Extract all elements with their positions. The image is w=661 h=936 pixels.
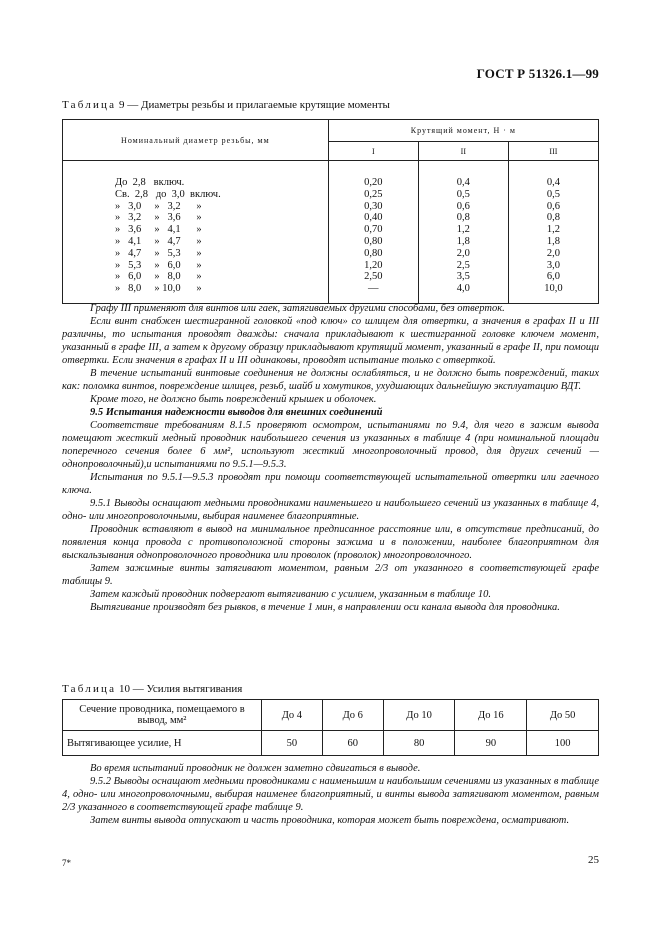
paragraph: Затем зажимные винты затягивают моментом, равным 2/3 от указанного в соответствующей графе таблицы 9. xyxy=(62,563,599,587)
table9-caption-text: 9 — Диаметры резьбы и прилагаемые крутящие моменты xyxy=(116,99,390,111)
torque-value: 0,6 xyxy=(546,200,560,212)
torque-value: 0,4 xyxy=(456,177,470,188)
diameter-column xyxy=(63,161,329,304)
subcol-2: II xyxy=(418,142,508,161)
torque-column-3 xyxy=(508,161,598,304)
force-cell: 90 xyxy=(455,731,527,756)
paragraph: Во время испытаний проводник не должен заметно сдвигаться в выводе. xyxy=(90,763,421,774)
torque-value: 6,0 xyxy=(546,271,560,283)
paragraph: Проводник вставляют в вывод на минимальное предписанное расстояние или, в отсутствие предписаний, до появления конца провода с противоположной стороны зажима и в положении, наиболее благоприятном для выскальзывания однопроволочного проводника или проволок (проволок) многопроволочного. xyxy=(62,524,599,561)
torque-value: 0,6 xyxy=(456,200,470,212)
table10-caption-word: Таблица xyxy=(62,683,117,695)
torque-value: 1,20 xyxy=(364,259,383,271)
col-header-diameter: Номинальный диаметр резьбы, мм xyxy=(63,120,329,161)
paragraph: 9.5.1 Выводы оснащают медными проводниками наименьшего и наибольшего сечений из указанных в таблице 4, одно- или многопроволочными, выбирая наименее благоприятные. xyxy=(62,498,599,522)
paragraph: 9.5.2 Выводы оснащают медными проводниками с наименьшим и наибольшим сечениями из указанных в таблице 4, одно- или многопроволочными, выбирая наименее благоприятный, и винты вывода затягивают моментом, равным 2/3 указанного в соответствующей графе таблице 9. xyxy=(62,776,599,813)
force-cell: 60 xyxy=(322,731,383,756)
table10-caption-text: 10 — Усилия вытягивания xyxy=(116,683,243,695)
page-number: 25 xyxy=(588,854,599,866)
torque-value: 2,5 xyxy=(456,259,470,271)
body-text-a xyxy=(62,302,599,614)
diameter-range: Св. 2,8 до 3,0 включ. xyxy=(115,188,221,200)
torque-value: 0,80 xyxy=(364,235,383,247)
torque-value: 1,2 xyxy=(456,224,470,236)
torque-value: 1,2 xyxy=(546,224,560,236)
diameter-range: » 6,0 » 8,0 » xyxy=(115,271,202,283)
diameter-range: » 3,6 » 4,1 » xyxy=(115,224,202,236)
section-cell: До 50 xyxy=(527,700,599,731)
torque-value: 3,5 xyxy=(456,271,470,283)
subcol-1: I xyxy=(328,142,418,161)
torque-value: 2,50 xyxy=(364,271,383,283)
torque-value: 0,25 xyxy=(364,188,383,200)
torque-value: 10,0 xyxy=(544,283,563,295)
diameter-range: » 3,0 » 3,2 » xyxy=(115,200,202,212)
diameter-range: » 4,7 » 5,3 » xyxy=(115,247,202,259)
force-cell: 80 xyxy=(383,731,455,756)
section-heading: 9.5 Испытания надежности выводов для внешних соединений xyxy=(90,407,383,418)
col-header-torque: Крутящий момент, Н · м xyxy=(328,120,598,142)
torque-value: — xyxy=(368,283,379,295)
table-thread-diameters xyxy=(62,119,599,304)
torque-value: 2,0 xyxy=(546,247,560,259)
torque-value: 0,40 xyxy=(364,212,383,224)
paragraph: Испытания по 9.5.1—9.5.3 проводят при помощи соответствующей испытательной отвертки или гаечного ключа. xyxy=(62,472,599,496)
torque-value: 0,20 xyxy=(364,177,383,188)
diameter-range: » 5,3 » 6,0 » xyxy=(115,259,202,271)
torque-column-2 xyxy=(418,161,508,304)
torque-value: 3,0 xyxy=(546,259,560,271)
section-cell: До 16 xyxy=(455,700,527,731)
torque-value: 0,5 xyxy=(546,188,560,200)
paragraph: Затем винты вывода отпускают и часть проводника, которая может быть повреждена, осматривают. xyxy=(90,815,570,826)
subcol-3: III xyxy=(508,142,598,161)
torque-value: 0,80 xyxy=(364,247,383,259)
torque-value: 0,8 xyxy=(546,212,560,224)
section-cell: До 10 xyxy=(383,700,455,731)
force-cell: 50 xyxy=(262,731,323,756)
paragraph: Если винт снабжен шестигранной головкой «под ключ» со шлицем для отвертки, а значения в графах II и III различны, то испытания проводят дважды: сначала прикладывают к шестигранной головке ключем момент, указанный в графе III, а затем к другому образцу прикладывают крутящий момент, указанный в графе II, при помощи отвертки. Если значения в графах II и III одинаковы, проводят испытание только с отверткой. xyxy=(62,316,599,366)
torque-value: 0,4 xyxy=(546,177,560,188)
diameter-range: До 2,8 включ. xyxy=(115,177,185,188)
table10-caption xyxy=(62,683,242,695)
diameter-range: » 4,1 » 4,7 » xyxy=(115,235,202,247)
section-cell: До 6 xyxy=(322,700,383,731)
torque-value: 0,5 xyxy=(456,188,470,200)
table9-caption-word: Таблица xyxy=(62,99,117,111)
force-cell: 100 xyxy=(527,731,599,756)
torque-value: 4,0 xyxy=(456,283,470,295)
footer-mark: 7* xyxy=(62,858,71,868)
diameter-range: » 8,0 » 10,0 » xyxy=(115,283,202,295)
torque-value: 0,30 xyxy=(364,200,383,212)
body-text-c xyxy=(62,762,599,827)
torque-value: 2,0 xyxy=(456,247,470,259)
paragraph: Затем каждый проводник подвергают вытягиванию с усилием, указанным в таблице 10. xyxy=(90,589,491,600)
paragraph: Графу III применяют для винтов или гаек, затягиваемых другими способами, без отверток. xyxy=(90,303,505,314)
document-number: ГОСТ Р 51326.1—99 xyxy=(476,66,599,81)
torque-value: 0,70 xyxy=(364,224,383,236)
torque-value: 1,8 xyxy=(546,235,560,247)
torque-value: 1,8 xyxy=(456,235,470,247)
table-pull-forces xyxy=(62,699,599,756)
paragraph: Кроме того, не должно быть повреждений крышек и оболочек. xyxy=(90,394,377,405)
paragraph: Вытягивание производят без рывков, в течение 1 мин, в направлении оси канала вывода для проводника. xyxy=(90,602,560,613)
section-cell: До 4 xyxy=(262,700,323,731)
torque-value: 0,8 xyxy=(456,212,470,224)
torque-column-1 xyxy=(328,161,418,304)
row-label-section: Сечение проводника, помещаемого в вывод, мм² xyxy=(63,700,262,731)
paragraph: Соответствие требованиям 8.1.5 проверяют осмотром, испытаниями по 9.4, для чего в зажим вывода помещают жесткий медный проводник наибольшего сечения из указанных в таблице 4 (при номинальной площади поперечного сечения более 6 мм², используют жесткий многопроволочный провод, для других сечений — однопроволочный),и испытаниями по 9.5.1—9.5.3. xyxy=(62,420,599,470)
diameter-range: » 3,2 » 3,6 » xyxy=(115,212,202,224)
paragraph: В течение испытаний винтовые соединения не должны ослабляться, и не должно быть повреждений, таких как: поломка винтов, повреждение шлицев, резьб, шайб и хомутиков, ухудшающих дальнейшую эксплуатацию ВДТ. xyxy=(62,368,599,392)
table9-caption xyxy=(62,99,390,111)
row-label-force: Вытягивающее усилие, Н xyxy=(63,731,262,756)
